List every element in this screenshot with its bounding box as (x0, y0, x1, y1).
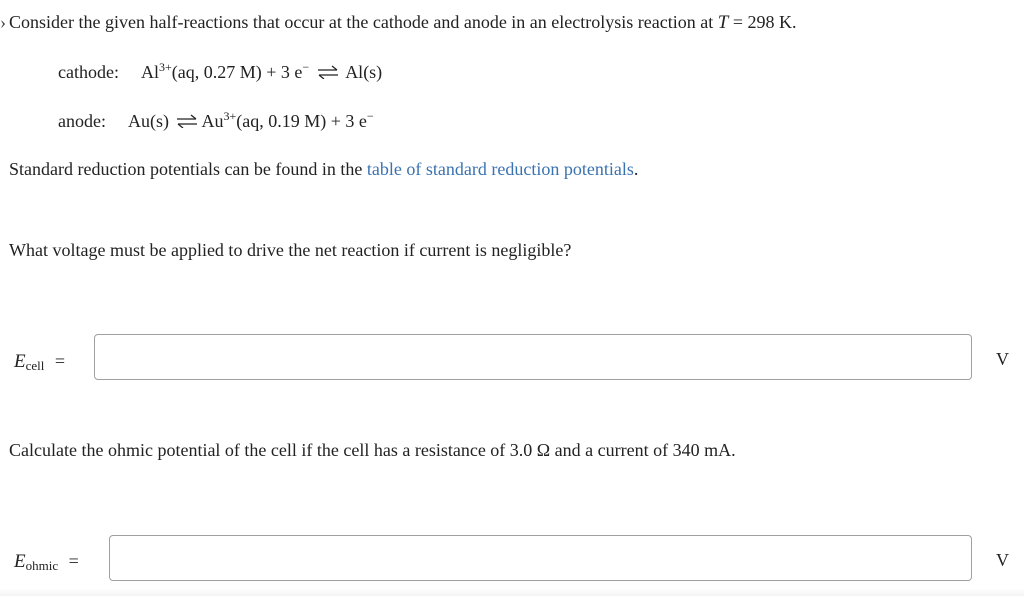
eohmic-equals: = (68, 551, 79, 571)
edge-bullet: › (0, 12, 6, 32)
bottom-shadow-strip (0, 588, 1024, 596)
anode-electron-charge: − (366, 109, 374, 123)
equilibrium-arrow-icon (176, 114, 198, 128)
anode-product-charge: 3+ (223, 109, 237, 123)
anode-reaction (58, 111, 374, 132)
ecell-variable: E (14, 351, 26, 372)
anode-product-state: (aq, 0.19 M) + 3 e (236, 111, 367, 131)
cathode-reaction (58, 62, 382, 83)
cathode-species-state: (aq, 0.27 M) + 3 e (171, 62, 303, 82)
cathode-electron-charge: − (302, 60, 310, 74)
cathode-label: cathode: (58, 62, 119, 82)
reference-prefix: Standard reduction potentials can be found in the (9, 159, 367, 179)
cathode-species: Al (140, 62, 159, 82)
eohmic-variable: E (14, 551, 26, 572)
ecell-label (14, 351, 65, 373)
ecell-input[interactable] (94, 334, 972, 380)
anode-product: Au (201, 111, 224, 131)
question-intro-text: Consider the given half-reactions that occur at the cathode and anode in an electrolysis reaction at (9, 12, 714, 32)
ecell-equals: = (54, 351, 66, 371)
cathode-species-charge: 3+ (158, 60, 172, 74)
reference-sentence (9, 159, 638, 180)
temperature-equals: = (732, 12, 743, 32)
anode-reactant: Au(s) (127, 111, 169, 131)
ecell-subscript: cell (25, 358, 45, 373)
anode-label: anode: (58, 111, 106, 131)
eohmic-subscript: ohmic (25, 558, 59, 573)
equilibrium-arrow-icon (317, 65, 339, 79)
part2-question: Calculate the ohmic potential of the cell if the cell has a resistance of 3.0 Ω and a current of 340 mA. (9, 440, 736, 460)
question-intro (9, 12, 796, 34)
temperature-variable: T (717, 12, 729, 33)
reference-suffix: . (633, 159, 639, 179)
eohmic-label (14, 551, 79, 573)
eohmic-input[interactable] (109, 535, 972, 581)
eohmic-unit: V (996, 550, 1009, 570)
part1-question: What voltage must be applied to drive the net reaction if current is negligible? (9, 240, 572, 260)
reduction-potentials-link[interactable]: table of standard reduction potentials (366, 159, 634, 179)
cathode-product: Al(s) (345, 62, 383, 82)
temperature-value: 298 K. (747, 12, 797, 32)
ecell-unit: V (996, 349, 1009, 369)
